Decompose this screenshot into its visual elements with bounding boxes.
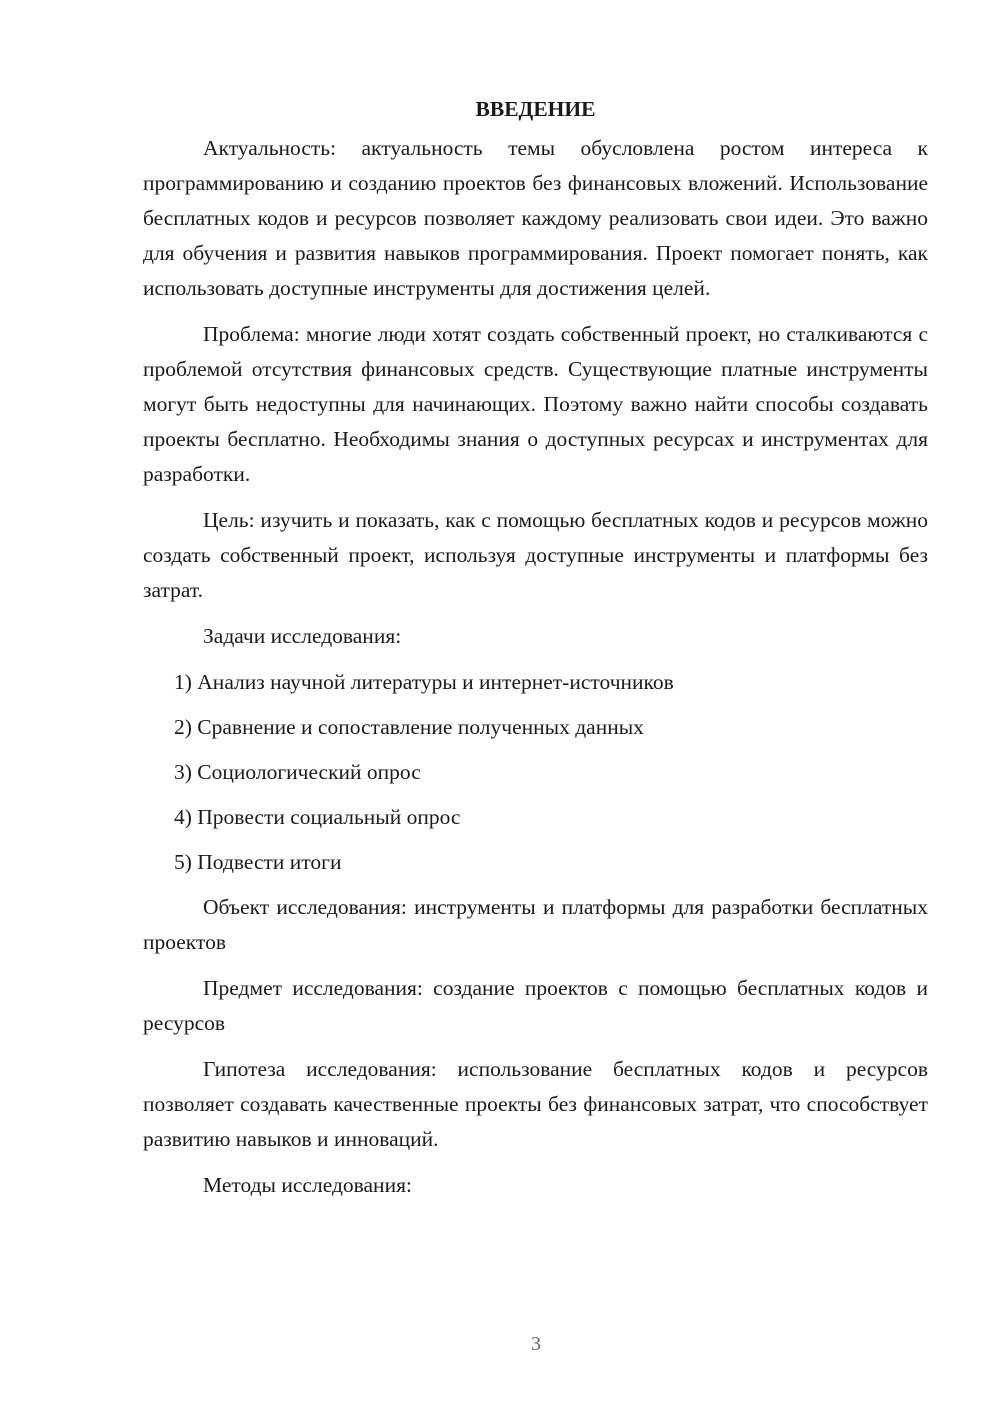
- task-item-2: 2) Сравнение и сопоставление полученных данных: [174, 715, 644, 739]
- page-number: 3: [531, 1333, 541, 1355]
- task-item-5: 5) Подвести итоги: [174, 850, 342, 874]
- section-title: ВВЕДЕНИЕ: [475, 97, 596, 121]
- subject-paragraph: Предмет исследования: создание проектов с помощью бесплатных кодов и ресурсов: [143, 976, 928, 1035]
- task-item-4: 4) Провести социальный опрос: [174, 805, 461, 829]
- problem-paragraph: Проблема: многие люди хотят создать собственный проект, но сталкиваются с проблемой отсутствия финансовых средств. Существующие платные инструменты могут быть недоступны для начинающих. Поэтому важно найти способы создавать проекты бесплатно. Необходимы знания о доступных ресурсах и инструментах для разработки.: [143, 322, 928, 486]
- document-page: [143, 92, 928, 1214]
- tasks-heading: Задачи исследования:: [203, 624, 402, 648]
- task-item-1: 1) Анализ научной литературы и интернет-источников: [174, 670, 674, 694]
- tasks-list: [143, 665, 928, 880]
- task-item-3: 3) Социологический опрос: [174, 760, 421, 784]
- methods-heading: Методы исследования:: [203, 1173, 412, 1197]
- relevance-paragraph: Актуальность: актуальность темы обусловлена ростом интереса к программированию и созданию проектов без финансовых вложений. Использование бесплатных кодов и ресурсов позволяет каждому реализовать свои идеи. Это важно для обучения и развития навыков программирования. Проект помогает понять, как использовать доступные инструменты для достижения целей.: [143, 136, 928, 300]
- object-paragraph: Объект исследования: инструменты и платформы для разработки бесплатных проектов: [143, 895, 928, 954]
- goal-paragraph: Цель: изучить и показать, как с помощью бесплатных кодов и ресурсов можно создать собственный проект, используя доступные инструменты и платформы без затрат.: [143, 508, 928, 602]
- hypothesis-paragraph: Гипотеза исследования: использование бесплатных кодов и ресурсов позволяет создавать качественные проекты без финансовых затрат, что способствует развитию навыков и инноваций.: [143, 1057, 928, 1151]
